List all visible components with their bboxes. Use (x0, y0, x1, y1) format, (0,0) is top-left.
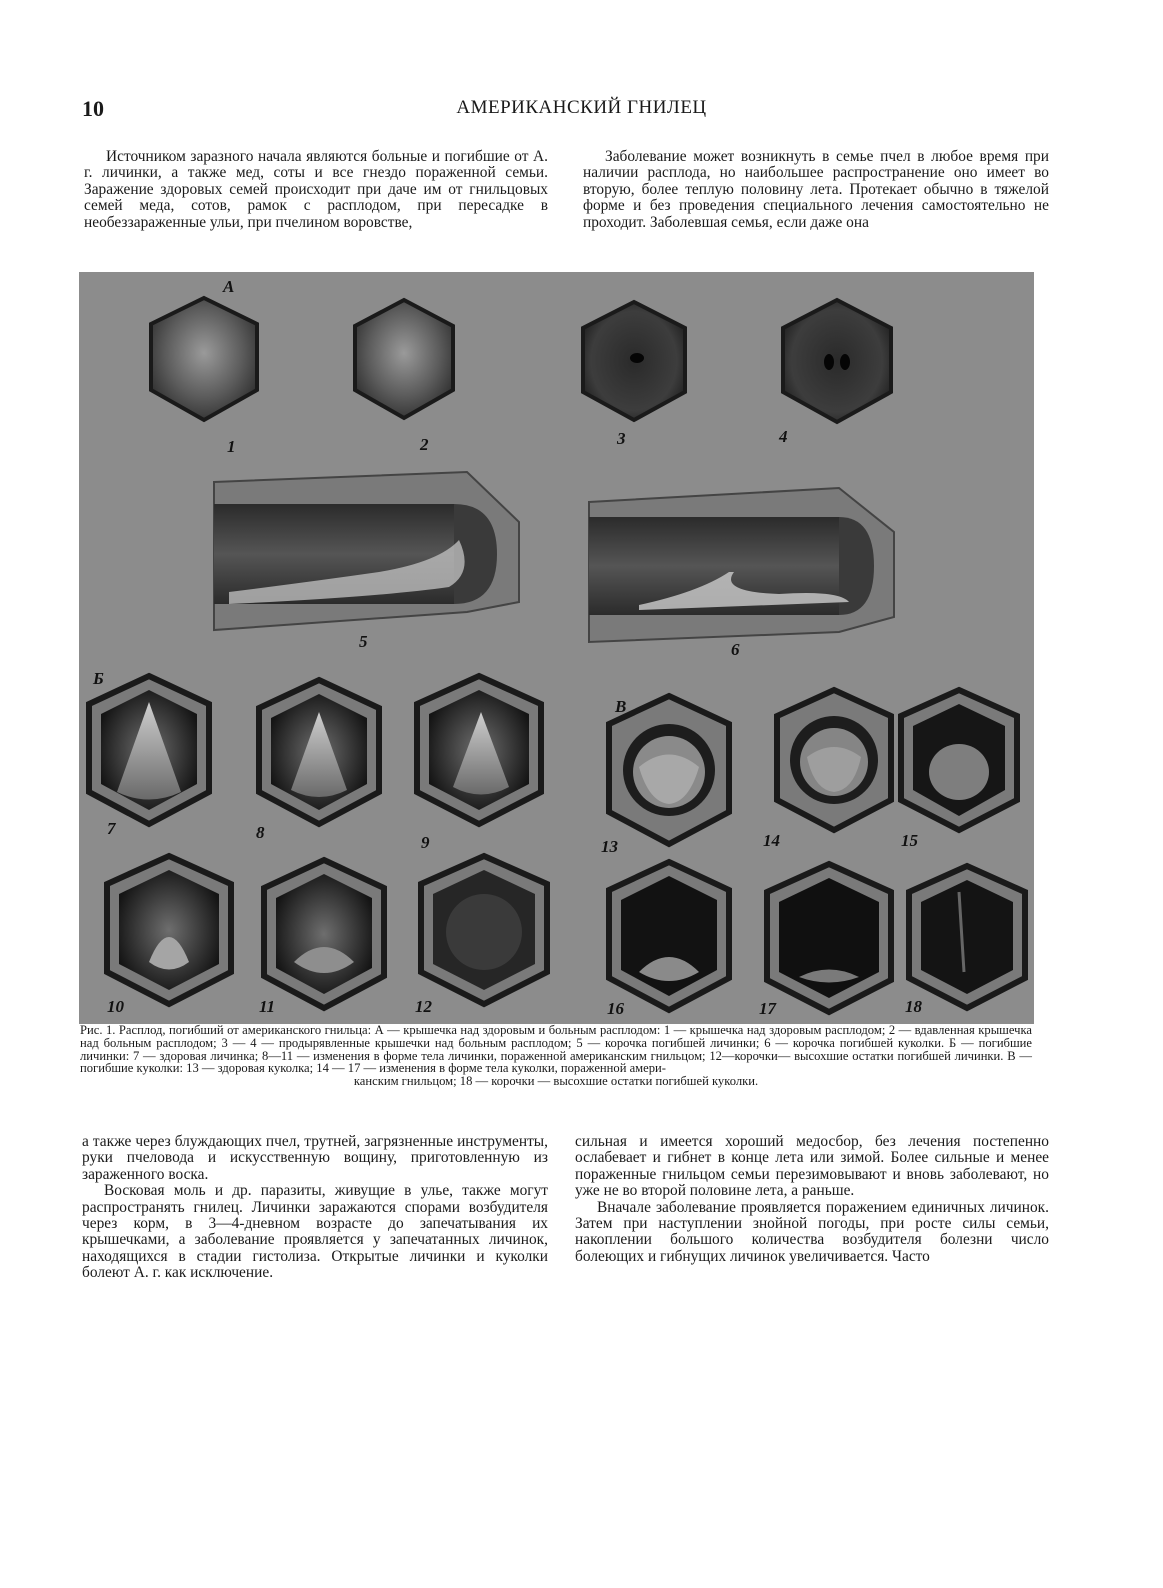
cell-13 (609, 696, 729, 844)
label-3: 3 (617, 429, 626, 448)
bottom-left-column (82, 1134, 548, 1282)
cell-9 (417, 676, 541, 824)
cell-12 (421, 856, 547, 1004)
label-1: 1 (227, 437, 236, 456)
label-2: 2 (420, 435, 429, 454)
paragraph: Заболевание может возникнуть в семье пчел в любое время при наличии расплода, но наибольшее распространение оно имеет во вторую, более теплую половину лета. Протекает обычно в тяжелой форме и без проведения специального лечения самостоятельно не проходит. Заболевшая семья, если даже она (583, 148, 1049, 231)
paragraph: а также через блуждающих пчел, трутней, загрязненные инструменты, руки пчеловода и искусственную вощину, приготовленную из зараженного воска. (82, 1133, 548, 1183)
cell-17 (767, 864, 891, 1012)
top-right-column (583, 149, 1049, 231)
label-9: 9 (421, 833, 430, 852)
cap-4 (783, 300, 891, 422)
label-15: 15 (901, 831, 918, 850)
cell-14 (777, 690, 891, 830)
caption-main: Рис. 1. Расплод, погибший от американского гнильца: А — крышечка над здоровым и больным расплодом: 1 — крышечка над здоровым расплодом; 2 — вдавленная крышечка над больным расплодом; 3 — 4 — продырявленные крышечки над больным расплодом; 5 — корочка погибшей личинки; 6 — корочка погибшей куколки. Б — погибшие личинки: 7 — здоровая личинка; 8—11 — изменения в форме тела личинки, пораженной американским гнильцом; 12—корочки— высохшие остатки погибшей личинки. В — погибшие куколки: 13 — здоровая куколка; 14 — 17 — изменения в форме тела куколки, пораженной амери- (80, 1023, 1032, 1076)
label-B: Б (93, 669, 104, 688)
label-13: 13 (601, 837, 618, 856)
label-11: 11 (259, 997, 276, 1016)
figure-caption (80, 1024, 1032, 1088)
caption-last-line: канским гнильцом; 18 — корочки — высохшие остатки погибшей куколки. (353, 1074, 759, 1089)
label-10: 10 (107, 997, 124, 1016)
label-12: 12 (415, 997, 432, 1016)
page-number: 10 (82, 96, 104, 121)
cell-section-6 (589, 488, 894, 642)
cell-18 (909, 866, 1025, 1008)
top-left-column (84, 149, 548, 231)
label-18: 18 (905, 997, 922, 1016)
cap-1 (151, 298, 257, 420)
cell-7 (89, 676, 209, 824)
cell-8 (259, 680, 379, 824)
cell-11 (264, 860, 384, 1008)
label-8: 8 (256, 823, 265, 842)
cap-2 (355, 300, 453, 418)
label-A: А (223, 277, 235, 296)
paragraph: Источником заразного начала являются больные и погибшие от А. г. личинки, а также мед, соты и все гнездо пораженной семьи. Заражение здоровых семей происходит при даче им от гнильцовых семей меда, сотов, рамок с расплодом, при пересадке в необеззараженные ульи, при пчелином воровстве, (84, 148, 548, 231)
cell-10 (107, 856, 231, 1004)
label-6: 6 (731, 640, 740, 659)
label-5: 5 (359, 632, 368, 651)
cell-15 (901, 690, 1017, 830)
paragraph: Восковая моль и др. паразиты, живущие в улье, также могут распространять гнилец. Личинки заражаются спорами возбудителя через корм, в 3—4-дневном возрасте до запечатывания их крышечками, а заболевание проявляется у запечатанных личинок, находящихся в стадии гистолиза. Открытые личинки и куколки болеют А. г. как исключение. (82, 1182, 548, 1282)
label-14: 14 (763, 831, 780, 850)
paragraph: Вначале заболевание проявляется поражением единичных личинок. Затем при наступлении знойной погоды, при росте силы семьи, накоплении большого количества возбудителя болезни число болеющих и гибнущих личинок увеличивается. Часто (575, 1198, 1049, 1265)
running-title: АМЕРИКАНСКИЙ ГНИЛЕЦ (456, 97, 707, 118)
figure-brood-illustration (79, 272, 1034, 1024)
figure-drawing (79, 272, 1034, 1024)
cell-section-5 (214, 472, 519, 630)
label-16: 16 (607, 999, 624, 1018)
label-7: 7 (107, 819, 116, 838)
label-4: 4 (779, 427, 788, 446)
cap-3 (583, 302, 685, 420)
label-V: В (615, 697, 627, 716)
label-17: 17 (759, 999, 776, 1018)
cell-16 (609, 862, 729, 1010)
bottom-right-column (575, 1134, 1049, 1265)
paragraph: сильная и имеется хороший медосбор, без лечения постепенно ослабевает и гибнет в конце лета или зимой. Более сильные и менее пораженные гнильцом семьи перезимовывают и вновь заболевают, но уже не во второй половине лета, а раньше. (575, 1133, 1049, 1200)
